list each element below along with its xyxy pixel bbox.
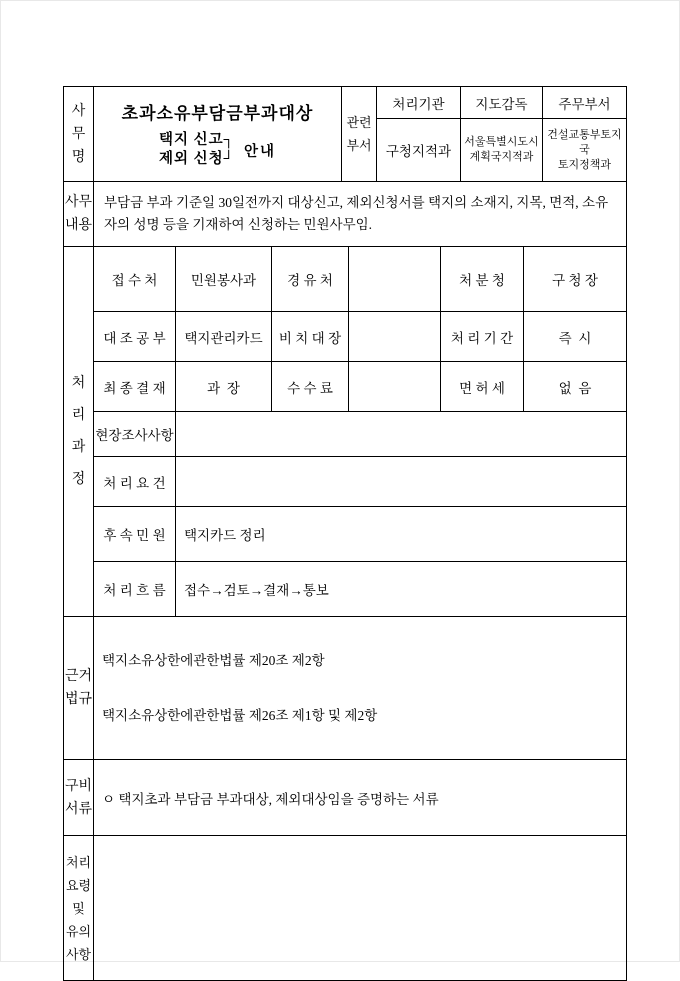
notes-label <box>64 836 94 981</box>
supervision-header: 지도감독 <box>461 87 543 119</box>
notes-label-line: 유의 <box>65 923 92 939</box>
supervision-value-line: 서울특별시도시 <box>464 136 539 148</box>
fee-value <box>349 362 441 412</box>
task-desc-label-line: 내용 <box>64 218 93 233</box>
process-flow-value: 접수→검토→결재→통보 <box>176 562 627 617</box>
process-flow-label: 처 리 흐 름 <box>94 562 176 617</box>
site-survey-label: 현장조사사항 <box>94 412 176 457</box>
via-office-label: 경 유 처 <box>272 247 349 312</box>
document-title <box>94 87 342 182</box>
notes-label-line: 처리 <box>65 854 92 870</box>
via-office-value <box>349 247 441 312</box>
title-suffix: 안내 <box>243 143 276 160</box>
followup-value: 택지카드 정리 <box>176 507 627 562</box>
process-row-label-char: 과 <box>71 439 86 455</box>
required-docs-text: ㅇ 택지초과 부담금 부과대상, 제외대상임을 증명하는 서류 <box>94 760 627 836</box>
bracket-top-glyph: ┐ <box>223 132 235 148</box>
header-section <box>63 86 627 182</box>
header-row-label-line: 무 <box>71 126 86 142</box>
license-tax-label: 면 허 세 <box>441 362 524 412</box>
legal-basis-text <box>94 617 627 760</box>
license-tax-value: 없 음 <box>524 362 627 412</box>
task-desc-label <box>64 182 94 247</box>
legal-basis-section <box>63 616 627 760</box>
responsible-dept-value-line: 토지정책과 <box>557 158 612 171</box>
reception-office-label: 접 수 처 <box>94 247 176 312</box>
task-desc-label-line: 사무 <box>64 195 93 210</box>
required-docs-section <box>63 759 627 836</box>
legal-basis-label <box>64 617 94 760</box>
supervision-value <box>461 119 543 182</box>
civil-affairs-form <box>63 86 627 981</box>
legal-basis-label-line: 법규 <box>64 692 93 707</box>
process-row-label-char: 처 <box>71 375 86 391</box>
notes-label-line: 및 <box>72 900 85 916</box>
requirements-label: 처 리 요 건 <box>94 457 176 507</box>
requirements-value <box>176 457 627 507</box>
kept-ledger-value <box>349 312 441 362</box>
process-row-label-char: 리 <box>71 407 86 423</box>
related-dept-label-line: 관련 <box>346 115 372 130</box>
process-row-label <box>64 247 94 617</box>
processing-period-value: 즉 시 <box>524 312 627 362</box>
document-title-main: 초과소유부담금부과대상 <box>121 104 314 123</box>
related-dept-label <box>342 87 377 182</box>
processing-agency-header: 처리기관 <box>377 87 461 119</box>
responsible-dept-value-line: 건설교통부토지국 <box>547 128 622 156</box>
required-docs-label <box>64 760 94 836</box>
related-dept-label-line: 부서 <box>346 138 372 153</box>
process-section <box>63 246 627 617</box>
legal-basis-line: 택지소유상한에관한법률 제20조 제2항 <box>102 653 325 668</box>
final-approval-label: 최 종 결 재 <box>94 362 176 412</box>
reception-office-value: 민원봉사과 <box>176 247 272 312</box>
notes-section <box>63 835 627 981</box>
required-docs-label-line: 서류 <box>64 801 93 817</box>
followup-label: 후 속 민 원 <box>94 507 176 562</box>
notes-content <box>94 836 627 981</box>
processing-period-label: 처 리 기 간 <box>441 312 524 362</box>
reference-record-label: 대 조 공 부 <box>94 312 176 362</box>
legal-basis-label-line: 근거 <box>64 669 93 684</box>
title-alternatives <box>159 131 235 169</box>
final-approval-value: 과 장 <box>176 362 272 412</box>
legal-basis-line: 택지소유상한에관한법률 제26조 제1항 및 제2항 <box>102 708 378 723</box>
supervision-value-line: 계획국지적과 <box>469 151 534 163</box>
required-docs-label-line: 구비 <box>64 778 93 794</box>
header-row-label-line: 사 <box>71 103 86 119</box>
header-row-label <box>64 87 94 182</box>
header-row-label-line: 명 <box>71 149 86 165</box>
task-desc-text: 부담금 부과 기준일 30일전까지 대상신고, 제외신청서를 택지의 소재지, 지목, 면적, 소유자의 성명 등을 기재하여 신청하는 민원사무임. <box>94 182 627 247</box>
responsible-dept-header: 주무부서 <box>543 87 627 119</box>
task-desc-section <box>63 181 627 247</box>
reference-record-value: 택지관리카드 <box>176 312 272 362</box>
title-alt-top: 택지 신고┐ <box>159 132 235 148</box>
title-alt-bottom: 제외 신청┘ <box>159 151 235 167</box>
kept-ledger-label: 비 치 대 장 <box>272 312 349 362</box>
notes-label-line: 요령 <box>65 877 92 893</box>
fee-label: 수 수 료 <box>272 362 349 412</box>
process-row-label-char: 정 <box>71 471 86 487</box>
site-survey-value <box>176 412 627 457</box>
responsible-dept-value <box>543 119 627 182</box>
bracket-bottom-glyph: ┘ <box>223 151 235 167</box>
document-title-sub <box>94 131 341 169</box>
disposal-agency-label: 처 분 청 <box>441 247 524 312</box>
notes-label-line: 사항 <box>65 946 92 962</box>
disposal-agency-value: 구 청 장 <box>524 247 627 312</box>
processing-agency-value: 구청지적과 <box>377 119 461 182</box>
